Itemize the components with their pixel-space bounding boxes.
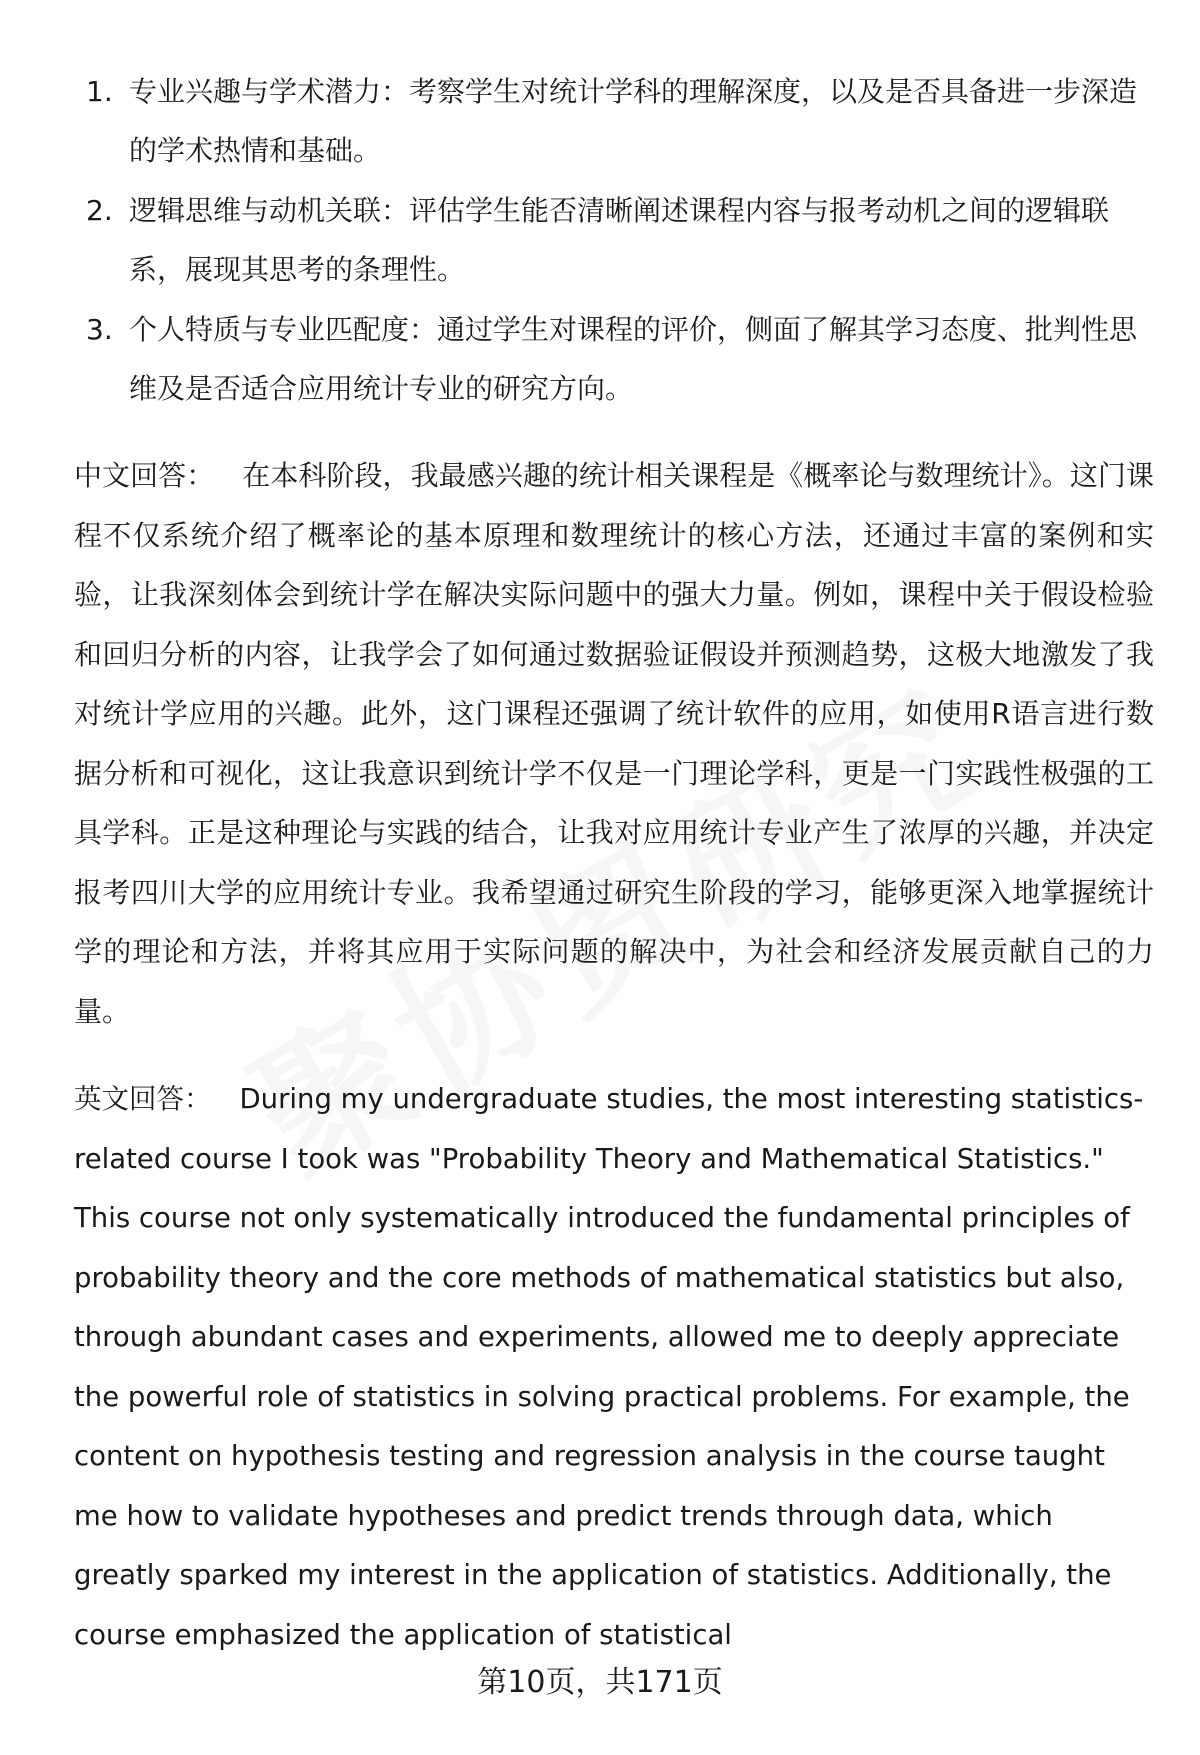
criteria-list [86, 62, 1146, 419]
english-answer-paragraph [74, 1070, 1154, 1665]
criteria-number: 3. [86, 313, 113, 346]
criteria-item [86, 181, 1146, 299]
criteria-text: 专业兴趣与学术潜力：考察学生对统计学科的理解深度，以及是否具备进一步深造的学术热情和基础。 [129, 75, 1138, 167]
criteria-number: 1. [86, 75, 113, 108]
criteria-text: 逻辑思维与动机关联：评估学生能否清晰阐述课程内容与报考动机之间的逻辑联系，展现其思考的条理性。 [129, 194, 1110, 286]
chinese-answer-text: 在本科阶段，我最感兴趣的统计相关课程是《概率论与数理统计》。这门课程不仅系统介绍了概率论的基本原理和数理统计的核心方法，还通过丰富的案例和实验，让我深刻体会到统计学在解决实际问题中的强大力量。例如，课程中关于假设检验和回归分析的内容，让我学会了如何通过数据验证假设并预测趋势，这极大地激发了我对统计学应用的兴趣。此外，这门课程还强调了统计软件的应用，如使用R语言进行数据分析和可视化，这让我意识到统计学不仅是一门理论学科，更是一门实践性极强的工具学科。正是这种理论与实践的结合，让我对应用统计专业产生了浓厚的兴趣，并决定报考四川大学的应用统计专业。我希望通过研究生阶段的学习，能够更深入地掌握统计学的理论和方法，并将其应用于实际问题的解决中，为社会和经济发展贡献自己的力量。 [74, 459, 1154, 1028]
english-answer-label: 英文回答： [74, 1083, 212, 1115]
criteria-item [86, 300, 1146, 418]
english-answer-text: During my undergraduate studies, the most interesting statistics-related course I took was "Probability Theory and Mathematical Statistics." This course not only systematically introduced the fundamental principles of probability theory and the core methods of mathematical statistics but also, through abundant cases and experiments, allowed me to deeply appreciate the powerful role of statistics in solving practical problems. For example, the content on hypothesis testing and regression analysis in the course taught me how to validate hypotheses and predict trends through data, which greatly sparked my interest in the application of statistics. Additionally, the course emphasized the application of statistical [74, 1083, 1144, 1651]
criteria-text: 个人特质与专业匹配度：通过学生对课程的评价，侧面了解其学习态度、批判性思维及是否适合应用统计专业的研究方向。 [129, 313, 1138, 405]
chinese-answer-label: 中文回答： [74, 459, 215, 492]
page-number-footer: 第10页，共171页 [477, 1665, 723, 1700]
criteria-item [86, 62, 1146, 180]
criteria-number: 2. [86, 194, 113, 227]
chinese-answer-paragraph [74, 446, 1154, 1041]
